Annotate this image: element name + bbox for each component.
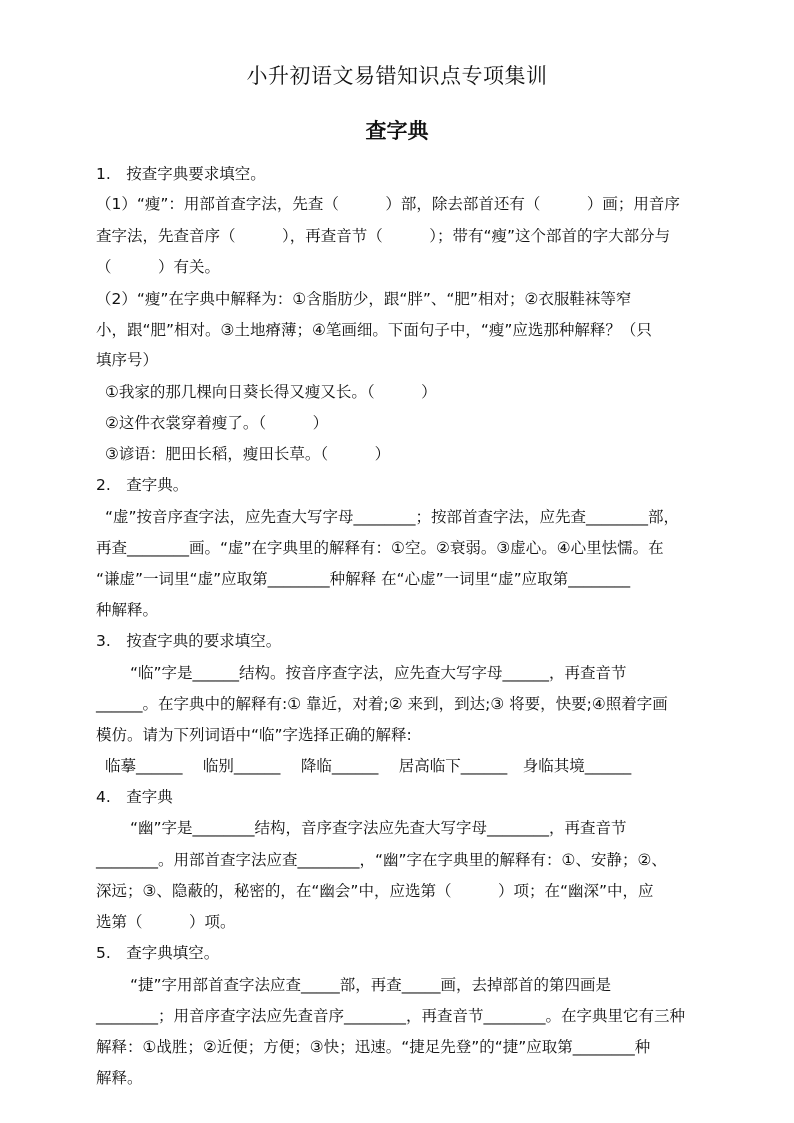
q1-sentence-2: ②这件衣裳穿着瘦了。（ ） xyxy=(105,414,329,432)
question-3-heading: 3. 按查字典的要求填空。 xyxy=(96,632,282,650)
q3-line1: “临”字是______结构。按音序查字法，应先查大写字母______，再查音节 xyxy=(130,664,627,682)
q1-sentence-3: ③谚语：肥田长稻，瘦田长草。（ ） xyxy=(105,445,391,463)
q1-part2-line3: 填序号） xyxy=(96,351,159,369)
q3-line2: ______。在字典中的解释有:① 靠近，对着;② 来到，到达;③ 将要，快要;④照着字画 xyxy=(96,695,668,713)
q4-line1: “幽”字是________结构，音序查字法应先查大写字母________，再查音节 xyxy=(130,819,627,837)
question-2-heading: 2. 查字典。 xyxy=(96,476,189,494)
question-4-heading: 4. 查字典 xyxy=(96,788,173,806)
q3-word-list: 临摹______ 临别______ 降临______ 居高临下______ 身临其境______ xyxy=(105,757,632,775)
q4-line3: 深远；③、隐蔽的，秘密的，在“幽会”中，应选第（ ）项；在“幽深”中，应 xyxy=(96,882,654,900)
q4-line4: 选第（ ）项。 xyxy=(96,913,236,931)
q1-part1-line1: （1）“瘦”：用部首查字法，先查（ ）部，除去部首还有（ ）画；用音序 xyxy=(96,195,680,213)
q1-sentence-1: ①我家的那几棵向日葵长得又瘦又长。（ ） xyxy=(105,383,437,401)
q1-part1-line3: （ ）有关。 xyxy=(96,258,221,276)
q2-line4: 种解释。 xyxy=(96,601,159,619)
q5-line3: 解释：①战胜；②近便；方便；③快；迅速。“捷足先登”的“捷”应取第________种 xyxy=(96,1038,651,1056)
q3-line3: 模仿。请为下列词语中“临”字选择正确的解释: xyxy=(96,726,412,744)
q5-line4: 解释。 xyxy=(96,1069,143,1087)
q2-line1: “虚”按音序查字法，应先查大写字母________；按部首查字法，应先查________部， xyxy=(105,508,680,526)
q5-line1: “捷”字用部首查字法应查_____部，再查_____画，去掉部首的第四画是 xyxy=(130,976,612,994)
q1-part2-line1: （2）“瘦”在字典中解释为：①含脂肪少，跟“胖”、“肥”相对；②衣服鞋袜等窄 xyxy=(96,290,632,308)
q4-line2: ________。用部首查字法应查________，“幽”字在字典里的解释有：①、安静；②、 xyxy=(96,851,667,869)
section-title: 查字典 xyxy=(365,119,429,143)
q1-part1-line2: 查字法，先查音序（ ），再查音节（ ）；带有“瘦”这个部首的字大部分与 xyxy=(96,227,671,245)
q1-part2-line2: 小，跟“肥”相对。③土地瘠薄；④笔画细。下面句子中，“瘦”应选那种解释？（只 xyxy=(96,321,652,339)
question-5-heading: 5. 查字典填空。 xyxy=(96,944,220,962)
q2-line2: 再查________画。“虚”在字典里的解释有：①空。②衰弱。③虚心。④心里怯懦。在 xyxy=(96,539,664,557)
document-title: 小升初语文易错知识点专项集训 xyxy=(246,64,548,88)
q2-line3: “谦虚”一词里“虚”应取第________种解释 在“心虚”一词里“虚”应取第________ xyxy=(96,570,631,588)
q5-line2: ________；用音序查字法应先查音序________，再查音节________。在字典里它有三种 xyxy=(96,1007,686,1025)
question-1-heading: 1. 按查字典要求填空。 xyxy=(96,165,266,183)
